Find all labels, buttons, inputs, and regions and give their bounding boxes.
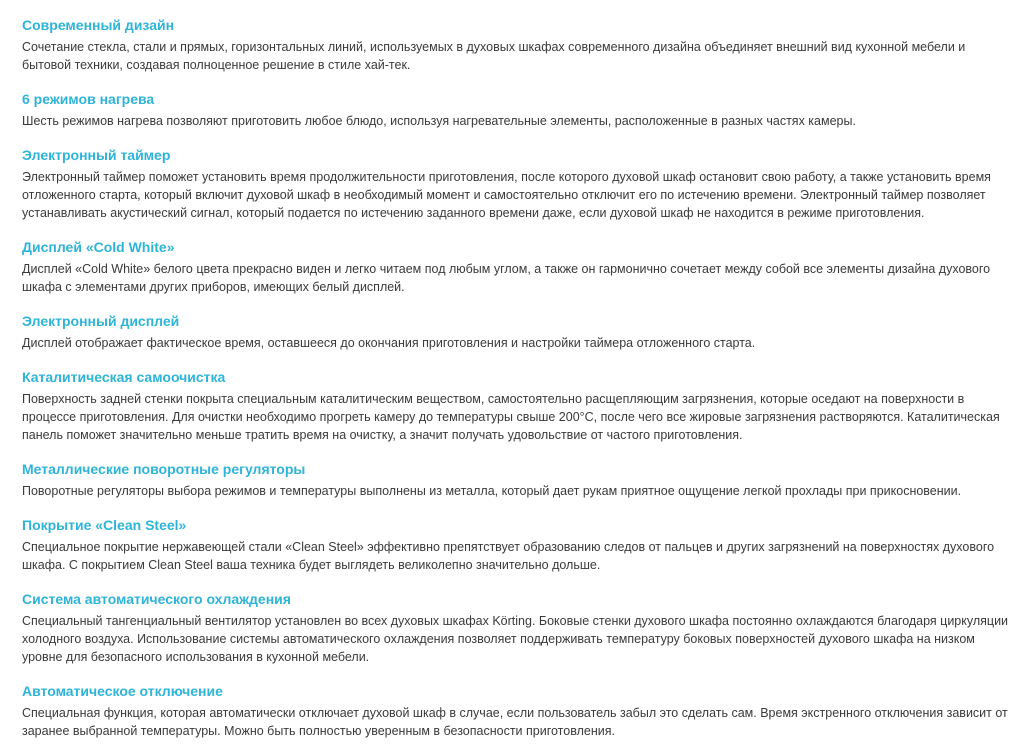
feature-title: Металлические поворотные регуляторы xyxy=(22,461,306,477)
feature-list xyxy=(22,16,1012,756)
feature-auto-shutoff xyxy=(22,682,1012,740)
feature-title: Дисплей «Cold White» xyxy=(22,239,175,255)
feature-title: Покрытие «Clean Steel» xyxy=(22,517,187,533)
feature-description: Дисплей отображает фактическое время, оставшееся до окончания приготовления и настройки таймера отложенного старта. xyxy=(22,336,756,350)
feature-heating-modes xyxy=(22,90,1012,130)
feature-electronic-timer xyxy=(22,146,1012,222)
feature-title: Система автоматического охлаждения xyxy=(22,591,291,607)
feature-electronic-display xyxy=(22,312,1012,352)
feature-auto-cooling xyxy=(22,590,1012,666)
feature-title: 6 режимов нагрева xyxy=(22,91,155,107)
feature-cold-white-display xyxy=(22,238,1012,296)
feature-description: Поверхность задней стенки покрыта специальным каталитическим веществом, самостоятельно расщепляющим загрязнения, которые оседают на поверхности в процессе приготовления. Для очистки необходимо прогреть камеру до температуры свыше 200°C, после чего все жировые загрязнения растворяются. Каталитическая панель поможет значительно меньше тратить время на очистку, а значит получать удовольствие от частого приготовления. xyxy=(22,392,1000,442)
feature-title: Современный дизайн xyxy=(22,17,175,33)
feature-clean-steel xyxy=(22,516,1012,574)
feature-description: Специальное покрытие нержавеющей стали «Clean Steel» эффективно препятствует образованию следов от пальцев и других загрязнений на поверхностях духового шкафа. С покрытием Clean Steel ваша техника будет выглядеть великолепно значительно дольше. xyxy=(22,540,995,572)
feature-description: Дисплей «Cold White» белого цвета прекрасно виден и легко читаем под любым углом, а также он гармонично сочетает между собой все элементы дизайна духового шкафа с элементами других приборов, имеющих белый дисплей. xyxy=(22,262,991,294)
feature-title: Каталитическая самоочистка xyxy=(22,369,226,385)
feature-modern-design xyxy=(22,16,1012,74)
feature-catalytic-cleaning xyxy=(22,368,1012,444)
feature-description: Специальная функция, которая автоматически отключает духовой шкаф в случае, если пользователь забыл это сделать сам. Время экстренного отключения зависит от заранее выбранной температуры. Можно быть полностью уверенным в безопасности приготовления. xyxy=(22,706,1008,738)
feature-title: Электронный дисплей xyxy=(22,313,180,329)
feature-description: Шесть режимов нагрева позволяют приготовить любое блюдо, используя нагревательные элементы, расположенные в разных частях камеры. xyxy=(22,114,856,128)
feature-metal-knobs xyxy=(22,460,1012,500)
feature-title: Электронный таймер xyxy=(22,147,171,163)
feature-description: Электронный таймер поможет установить время продолжительности приготовления, после которого духовой шкаф остановит свою работу, а также установить время отложенного старта, который включит духовой шкаф в необходимый момент и самостоятельно отключит его по истечению времени. Электронный таймер позволяет устанавливать акустический сигнал, который подается по истечению заданного времени даже, если духовой шкаф не находится в режиме приготовления. xyxy=(22,170,991,220)
feature-description: Сочетание стекла, стали и прямых, горизонтальных линий, используемых в духовых шкафах современного дизайна объединяет внешний вид кухонной мебели и бытовой техники, создавая полноценное решение в стиле хай-тек. xyxy=(22,40,966,72)
feature-description: Поворотные регуляторы выбора режимов и температуры выполнены из металла, который дает рукам приятное ощущение легкой прохлады при прикосновении. xyxy=(22,484,962,498)
feature-description: Специальный тангенциальный вентилятор установлен во всех духовых шкафах Körting. Боковые стенки духового шкафа постоянно охлаждаются благодаря циркуляции холодного воздуха. Использование системы автоматического охлаждения позволяет поддерживать температуру боковых поверхностей духового шкафа на низком уровне для безопасного использования в кухонной мебели. xyxy=(22,614,1009,664)
feature-title: Автоматическое отключение xyxy=(22,683,223,699)
